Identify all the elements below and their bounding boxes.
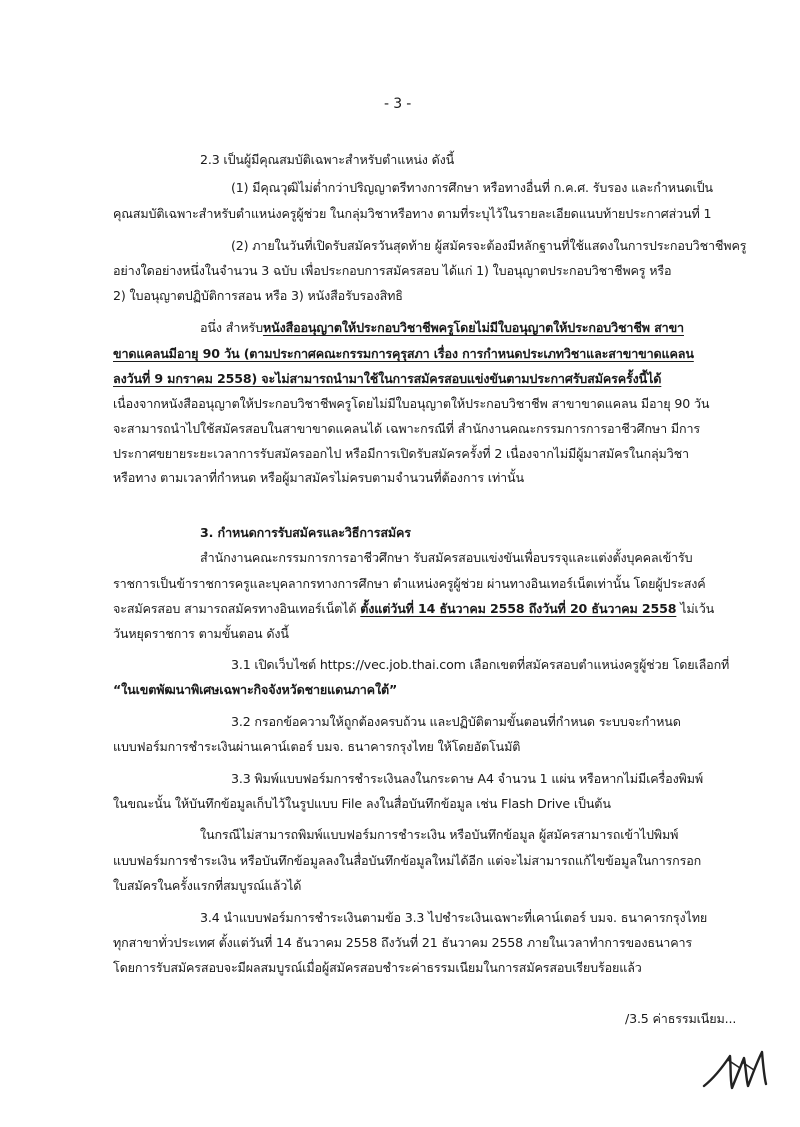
step-3-2-line2: แบบฟอร์มการชำระเงินผ่านเคาน์เตอร์ บมจ. ธนาคารกรุงไทย ให้โดยอัตโนมัติ bbox=[113, 739, 521, 754]
signature-mark bbox=[700, 1038, 772, 1092]
note-line1-bold: หนังสืออนุญาตให้ประกอบวิชาชีพครูโดยไม่มีใบอนุญาตให้ประกอบวิชาชีพ สาขา bbox=[262, 320, 684, 335]
note-line2: ขาดแคลนมีอายุ 90 วัน (ตามประกาศคณะกรรมการคุรุสภา เรื่อง การกำหนดประเภทวิชาและสาขาขาดแคลน bbox=[113, 346, 694, 361]
section-3-p1-line4: วันหยุดราชการ ตามขั้นตอน ดังนี้ bbox=[113, 626, 289, 641]
step-3-3-line1: 3.3 พิมพ์แบบฟอร์มการชำระเงินลงในกระดาษ A4 จำนวน 1 แผ่น หรือหากไม่มีเครื่องพิมพ์ bbox=[231, 771, 704, 786]
step-3-4-line3: โดยการรับสมัครสอบจะมีผลสมบูรณ์เมื่อผู้สมัครสอบชำระค่าธรรมเนียมในการสมัครสอบเรียบร้อยแล้ว bbox=[113, 960, 642, 975]
note-line3: ลงวันที่ 9 มกราคม 2558) จะไม่สามารถนำมาใช้ในการสมัครสอบแข่งขันตามประกาศรับสมัครครั้งนี้ได้ bbox=[113, 371, 662, 386]
step-3-3-line3: ในกรณีไม่สามารถพิมพ์แบบฟอร์มการชำระเงิน หรือบันทึกข้อมูล ผู้สมัครสามารถเข้าไปพิมพ์ bbox=[200, 827, 679, 842]
note-line6: ประกาศขยายระยะเวลาการรับสมัครออกไป หรือมีการเปิดรับสมัครครั้งที่ 2 เนื่องจากไม่มีผู้มาสมัครในกลุ่มวิชา bbox=[113, 446, 689, 461]
section-3-p1-line2: ราชการเป็นข้าราชการครูและบุคลากรทางการศึกษา ตำแหน่งครูผู้ช่วย ผ่านทางอินเทอร์เน็ตเท่านั้น โดยผู้ประสงค์ bbox=[113, 576, 706, 591]
continuation-note: /3.5 ค่าธรรมเนียม... bbox=[625, 1011, 737, 1026]
section-2-3-heading: 2.3 เป็นผู้มีคุณสมบัติเฉพาะสำหรับตำแหน่ง ดังนี้ bbox=[200, 152, 455, 167]
step-3-1-line2: “ในเขตพัฒนาพิเศษเฉพาะกิจจังหวัดชายแดนภาคใต้” bbox=[113, 682, 398, 697]
step-3-3-line4: แบบฟอร์มการชำระเงิน หรือบันทึกข้อมูลลงในสื่อบันทึกข้อมูลใหม่ได้อีก แต่จะไม่สามารถแก้ไขข้อมูลในการกรอก bbox=[113, 853, 702, 868]
section-2-3-item1-line2: คุณสมบัติเฉพาะสำหรับตำแหน่งครูผู้ช่วย ในกลุ่มวิชาหรือทาง ตามที่ระบุไว้ในรายละเอียดแนบท้ายประกาศส่วนที่ 1 bbox=[113, 206, 712, 221]
application-period: ตั้งแต่วันที่ 14 ธันวาคม 2558 ถึงวันที่ 20 ธันวาคม 2558 bbox=[360, 601, 677, 616]
note-line1 bbox=[200, 322, 684, 335]
section-3-p1-line1: สำนักงานคณะกรรมการการอาชีวศึกษา รับสมัครสอบแข่งขันเพื่อบรรจุและแต่งตั้งบุคคลเข้ารับ bbox=[200, 550, 693, 565]
note-line5: จะสามารถนำไปใช้สมัครสอบในสาขาขาดแคลนได้ เฉพาะกรณีที่ สำนักงานคณะกรรมการการอาชีวศึกษา มีการ bbox=[113, 421, 701, 436]
section-2-3-item2-line2: อย่างใดอย่างหนึ่งในจำนวน 3 ฉบับ เพื่อประกอบการสมัครสอบ ได้แก่ 1) ใบอนุญาตประกอบวิชาชีพครู หรือ bbox=[113, 263, 672, 278]
step-3-2-line1: 3.2 กรอกข้อความให้ถูกต้องครบถ้วน และปฏิบัติตามขั้นตอนที่กำหนด ระบบจะกำหนด bbox=[231, 714, 681, 729]
page-number: - 3 - bbox=[384, 96, 412, 112]
note-line1-prefix: อนึ่ง สำหรับ bbox=[200, 320, 263, 335]
note-line4: เนื่องจากหนังสืออนุญาตให้ประกอบวิชาชีพครูโดยไม่มีใบอนุญาตให้ประกอบวิชาชีพ สาขาขาดแคลน มีอายุ 90 วัน bbox=[113, 396, 710, 411]
step-3-1-line1: 3.1 เปิดเว็บไซต์ https://vec.job.thai.com เลือกเขตที่สมัครสอบตำแหน่งครูผู้ช่วย โดยเลือกที่ bbox=[231, 657, 730, 672]
step-3-3-line2: ในขณะนั้น ให้บันทึกข้อมูลเก็บไว้ในรูปแบบ File ลงในสื่อบันทึกข้อมูล เช่น Flash Drive เป็นต้น bbox=[113, 796, 611, 811]
section-2-3-item1-line1: (1) มีคุณวุฒิไม่ต่ำกว่าปริญญาตรีทางการศึกษา หรือทางอื่นที่ ก.ค.ศ. รับรอง และกำหนดเป็น bbox=[231, 180, 713, 195]
section-3-p1-line3 bbox=[113, 603, 714, 616]
step-3-4-line1: 3.4 นำแบบฟอร์มการชำระเงินตามข้อ 3.3 ไปชำระเงินเฉพาะที่เคาน์เตอร์ บมจ. ธนาคารกรุงไทย bbox=[200, 910, 708, 925]
section-3-heading: 3. กำหนดการรับสมัครและวิธีการสมัคร bbox=[200, 525, 411, 540]
section-2-3-item2-line1: (2) ภายในวันที่เปิดรับสมัครวันสุดท้าย ผู้สมัครจะต้องมีหลักฐานที่ใช้แสดงในการประกอบวิชาชีพครู bbox=[231, 238, 747, 253]
note-line7: หรือทาง ตามเวลาที่กำหนด หรือผู้มาสมัครไม่ครบตามจำนวนที่ต้องการ เท่านั้น bbox=[113, 470, 524, 485]
section-3-p1-line3-prefix: จะสมัครสอบ สามารถสมัครทางอินเทอร์เน็ตได้ bbox=[113, 601, 361, 616]
step-3-4-line2: ทุกสาขาทั่วประเทศ ตั้งแต่วันที่ 14 ธันวาคม 2558 ถึงวันที่ 21 ธันวาคม 2558 ภายในเวลาทำการของธนาคาร bbox=[113, 935, 693, 950]
section-2-3-item2-line3: 2) ใบอนุญาตปฏิบัติการสอน หรือ 3) หนังสือรับรองสิทธิ bbox=[113, 288, 403, 303]
step-3-3-line5: ใบสมัครในครั้งแรกที่สมบูรณ์แล้วได้ bbox=[113, 878, 302, 893]
section-3-p1-line3-suffix: ไม่เว้น bbox=[676, 601, 715, 616]
